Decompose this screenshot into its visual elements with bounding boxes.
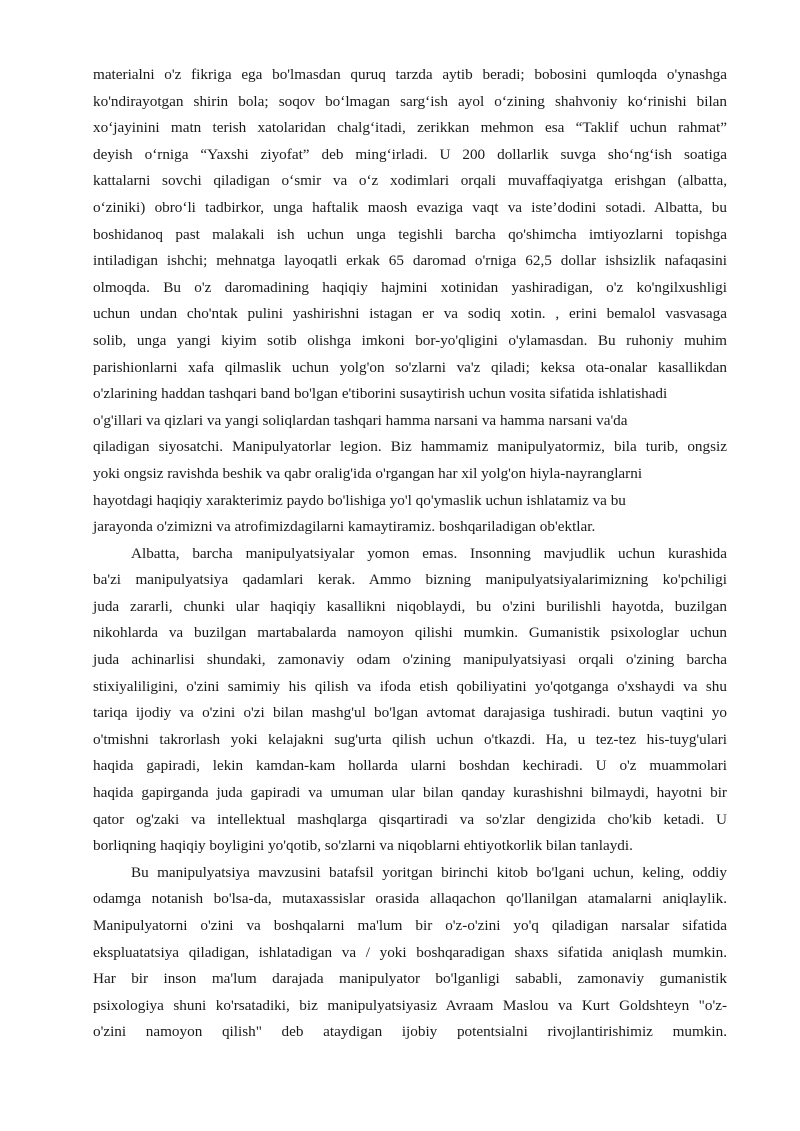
text-line: juda zararli, chunki ular haqiqiy kasallikni niqoblaydi, bu o'zini burilishli hayotda, buzilgan [93,597,727,615]
text-line: o'zlarining haddan tashqari band bo'lgan e'tiborini susaytirish uchun vosita sifatida ishlatishadi [93,385,668,403]
text-line: parishionlarni xafa qilmaslik uchun yolg'on so'zlarni va'z qiladi; keksa ota-onalar kasallikdan [93,358,727,376]
text-line: odamga notanish bo'lsa-da, mutaxassislar orasida allaqachon qo'llanilgan atamalarni aniqlaylik. [93,890,727,908]
text-line: intiladigan ishchi; mehnatga layoqatli erkak 65 daromad o'rniga 62,5 dollar ishsizlik nafaqasini [93,252,727,270]
text-line: nikohlarda va buzilgan martabalarda namoyon qilishi mumkin. Gumanistik psixologlar uchun [93,624,727,642]
text-line: yoki ongsiz ravishda beshik va qabr oralig'ida o'rgangan har xil yolg'on hiyla-nayranglarni [93,464,643,482]
document-page [93,62,727,1046]
text-line: psixologiya shuni ko'rsatadiki, biz manipulyatsiyasiz Avraam Maslou va Kurt Goldshteyn "o'z- [93,996,727,1014]
text-line: tariqa ijodiy va o'zini o'zi bilan mashg'ul bo'lgan avtomat darajasiga tushiradi. butun vaqtini yo [93,704,727,722]
text-line: kattalarni sovchi qiladigan o‘smir va o‘z xodimlari orqali muvaffaqiyatga erishgan (albatta, [93,172,727,190]
text-line: Albatta, barcha manipulyatsiyalar yomon emas. Insonning mavjudlik uchun kurashida [131,544,727,562]
text-line: haqida gapirganda juda gapiradi va umuman ular bilan qanday kurashishni bilmaydi, hayotni bir [93,784,727,802]
paragraph [93,860,727,1046]
text-line: juda achinarlisi shundaki, zamonaviy odam o'zining manipulyatsiyasi orqali o'zining barcha [93,651,727,669]
text-line: olmoqda. Bu o'z daromadining haqiqiy hajmini xotinidan yashiradigan, o'z ko'ngilxushligi [93,278,727,296]
text-line: o‘ziniki) obro‘li tadbirkor, unga haftalik maosh evaziga vaqt va iste’dodini sotadi. Albatta, bu [93,198,727,216]
text-line: boshidanoq past malakali ish uchun unga tegishli barcha qo'shimcha imtiyozlarni topishga [93,225,727,243]
text-line: qator og'zaki va intellektual mashqlarga qisqartiradi va so'zlar dengizida cho'kib ketadi. U [93,810,727,828]
text-line: haqida gapiradi, lekin kamdan-kam hollarda ularni boshdan kechiradi. U o'z muammolari [93,757,727,775]
paragraph [93,541,727,860]
text-line: ba'zi manipulyatsiya qadamlari kerak. Ammo bizning manipulyatsiyalarimizning ko'pchiligi [93,571,727,589]
text-line: Har bir inson ma'lum darajada manipulyator bo'lganligi sababli, zamonaviy gumanistik [93,970,727,988]
text-line: ko'ndirayotgan shirin bola; soqov bo‘lmagan sarg‘ish ayol o‘zining shahvoniy ko‘rinishi bilan [93,92,727,110]
text-line: Manipulyatorni o'zini va boshqalarni ma'lum bir o'z-o'zini yo'q qiladigan narsalar sifatida [93,917,727,934]
text-line: stixiyaliligini, o'zini samimiy his qilish va ifoda etish qobiliyatini yo'qotganga o'xshaydi va shu [93,677,727,695]
text-line: solib, unga yangi kiyim sotib olishga imkoni bor-yo'qligini o'ylamasdan. Bu ruhoniy muhim [93,331,727,349]
text-line: Bu manipulyatsiya mavzusini batafsil yoritgan birinchi kitob bo'lgani uchun, keling, oddiy [131,863,727,881]
text-line: xo‘jayinini matn terish xatolaridan chalg‘itadi, zerikkan mehmon esa “Taklif uchun rahmat” [93,119,727,137]
text-line: uchun undan cho'ntak pulini yashirishni istagan er va sodiq xotin. , erini bemalol vasvasaga [93,305,727,323]
text-line: borliqning haqiqiy boyligini yo'qotib, so'zlarni va niqoblarni ehtiyotkorlik bilan tanlaydi. [93,837,633,855]
text-line: ekspluatatsiya qiladigan, ishlatadigan va / yoki boshqaradigan shaxs sifatida aniqlash mumkin. [93,943,727,961]
text-line: o'g'illari va qizlari va yangi soliqlardan tashqari hamma narsani va hamma narsani va'da [93,411,628,429]
paragraph [93,62,727,541]
text-line: o'zini namoyon qilish" deb ataydigan ijobiy potentsialni rivojlantirishimiz mumkin. [93,1023,727,1041]
text-line: o'tmishni takrorlash yoki kelajakni sug'urta qilish uchun o'tkazdi. Ha, u tez-tez his-tuyg'ulari [93,730,727,748]
text-line: qiladigan siyosatchi. Manipulyatorlar legion. Biz hammamiz manipulyatormiz, bila turib, ongsiz [93,438,727,456]
text-line: materialni o'z fikriga ega bo'lmasdan quruq tarzda aytib beradi; bobosini qumloqda o'ynashga [93,66,727,83]
text-line: deyish o‘rniga “Yaxshi ziyofat” deb ming‘irladi. U 200 dollarlik suvga sho‘ng‘ish soatiga [93,145,727,163]
text-line: jarayonda o'zimizni va atrofimizdagilarni kamaytiramiz. boshqariladigan ob'ektlar. [93,518,596,536]
text-line: hayotdagi haqiqiy xarakterimiz paydo bo'lishiga yo'l qo'ymaslik uchun ishlatamiz va bu [93,491,626,509]
